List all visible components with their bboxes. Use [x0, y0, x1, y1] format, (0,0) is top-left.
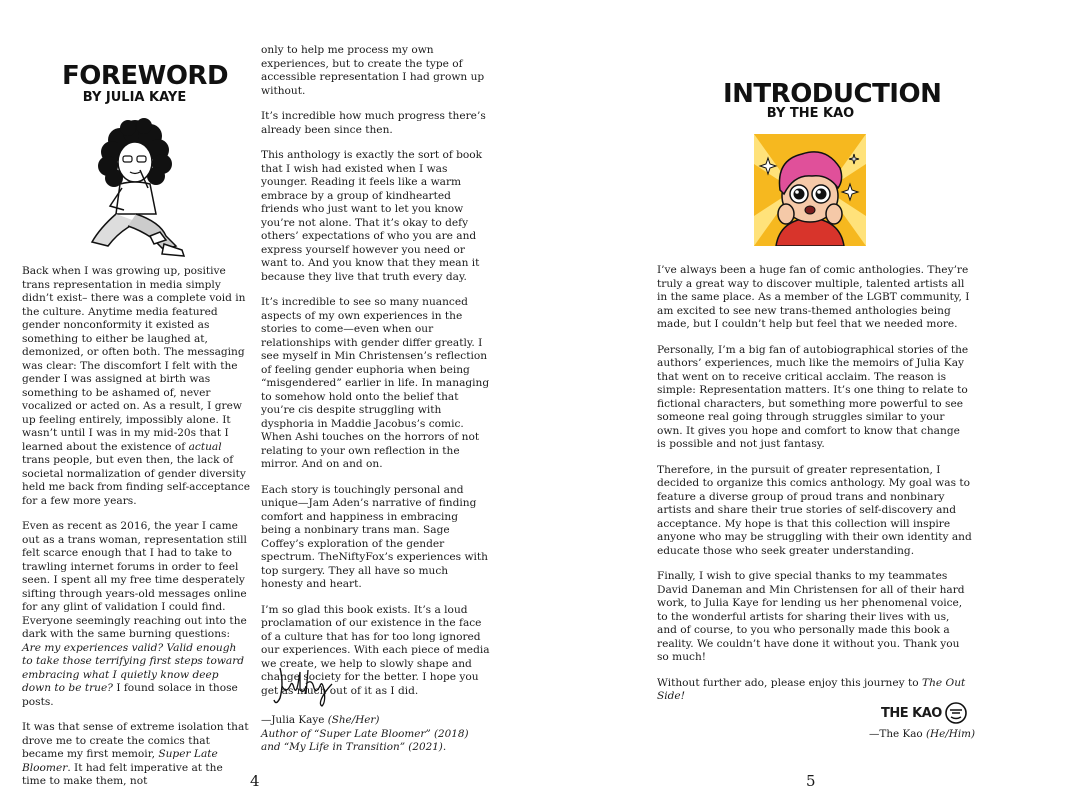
introduction-paragraph: Finally, I wish to give special thanks to my teammates David Daneman and Min Christensen for all of their hard work, to Julia Kaye for lending us her phenomenal voice, to the wonderful artists for sharing their lives with us, and of course, to you who personally made this book a reality. We couldn’t have done it without you. Thank you so much! [657, 570, 965, 663]
introduction-signature [869, 728, 989, 742]
foreword-signature [261, 714, 501, 755]
foreword-paragraph: It’s incredible how much progress there’s already been since then. [261, 110, 486, 136]
foreword-column-2 [261, 44, 491, 710]
introduction-paragraph: Personally, I’m a big fan of autobiographical stories of the authors’ experiences, much like the memoirs of Julia Kay that went on to receive critical acclaim. The reason is simple: Representation matters. It’s one thing to relate to fictional characters, but something more powerful to see someone real going through struggles similar to your own. It gives you hope and comfort to know that change is possible and not just fantasy. [657, 343, 969, 450]
foreword-paragraph: This anthology is exactly the sort of book that I wish had existed when I was younger. Reading it feels like a warm embrace by a group of kindhearted friends who just want to let you know you’re not alone. That it’s okay to defy others’ expectations of who you are and express yourself however you need or want to. And you know that they mean it because they live that truth every day. [261, 149, 483, 283]
right-page [533, 0, 1066, 800]
foreword-byline: BY JULIA KAYE [82, 90, 187, 105]
foreword-paragraph: only to help me process my own experiences, but to create the type of accessible representation I had grown up without. [261, 44, 485, 97]
foreword-column-1 [22, 265, 250, 801]
foreword-paragraph: I’m so glad this book exists. It’s a loud proclamation of our existence in the face of a culture that has for too long ignored our experiences. With each piece of media we create, we help to slowly shape and change society for the better. I hope you get as much out of it as I did. [261, 603, 490, 697]
kao-badge-icon [944, 702, 968, 724]
introduction-byline: BY THE KAO [766, 106, 855, 121]
foreword-paragraph: It’s incredible to see so many nuanced aspects of my own experiences in the stories to come—even when our relationships with gender differ greatly. I see myself in Min Christensen’s reflection of feeling gender euphoria when being “misgendered” earlier in life. In managing to somehow hold onto the belief that you’re cis despite struggling with dysphoria in Maddie Jacobus’s comic. When Ashi touches on the horrors of not relating to your own reflection in the mirror. And on and on. [261, 296, 490, 470]
signature-credit: and “My Life in Transition” (2021). [261, 741, 447, 753]
signature-pronouns: (She/Her) [327, 714, 380, 726]
foreword-paragraph: Even as recent as 2016, the year I came out as a trans woman, representation still felt scarce enough that I had to take to trawling internet forums in order to feel seen. I spent all my free time desperately sifting through years-old messages online for any glint of validation I could find. Everyone seemingly reaching out into the dark with the same burning questions: Are my experiences valid? Valid enough to take those terrifying first steps toward embracing what I quietly know deep down to be true? I found solace in those posts. [22, 520, 247, 708]
signature-pronouns: (He/Him) [926, 728, 976, 740]
foreword-paragraph: Back when I was growing up, positive trans representation in media simply didn’t exist– there was a complete void in the culture. Anytime media featured gender nonconformity it existed as something to either be laughed at, demonized, or often both. The messaging was clear: The discomfort I felt with the gender I was assigned at birth was something to be ashamed of, never vocalized or acted on. As a result, I grew up feeling entirely, impossibly alone. It wasn’t until I was in my mid-20s that I learned about the existence of actual trans people, but even then, the lack of societal normalization of gender diversity held me back from finding self-acceptance for a few more years. [22, 265, 250, 507]
introduction-title: INTRODUCTION [723, 79, 942, 109]
introduction-body [657, 264, 972, 716]
julia-kaye-signature [272, 664, 334, 708]
the-kao-avatar [754, 134, 866, 246]
the-kao-logo [881, 702, 971, 724]
introduction-paragraph: I’ve always been a huge fan of comic anthologies. They’re truly a great way to discover multiple, talented artists all in the same place. As a member of the LGBT community, I am excited to see new trans-themed anthologies being made, but I couldn’t help but feel that we needed more. [657, 264, 970, 330]
foreword-paragraph: Each story is touchingly personal and unique—Jam Aden’s narrative of finding comfort and happiness in embracing being a nonbinary trans man. Sage Coffey’s exploration of the gender spectrum. TheNiftyFox’s experiences with top surgery. They all have so much honesty and heart. [261, 483, 488, 590]
signature-name: —Julia Kaye [261, 714, 325, 726]
signature-credit: Author of “Super Late Bloomer” (2018) [261, 727, 469, 740]
left-page [0, 0, 533, 800]
signature-name: —The Kao [869, 728, 923, 740]
foreword-paragraph: It was that sense of extreme isolation that drove me to create the comics that became my first memoir, Super Late Bloomer. It had felt imperative at the time to make them, not [22, 721, 249, 787]
introduction-paragraph: Without further ado, please enjoy this journey to The Out Side! [657, 676, 966, 702]
introduction-paragraph: Therefore, in the pursuit of greater representation, I decided to organize this comics anthology. My goal was to feature a diverse group of proud trans and nonbinary artists and share their true stories of self-discovery and acceptance. My hope is that this collection will inspire anyone who may be struggling with their own identity and educate those who seek greater understanding. [657, 463, 972, 557]
page-number: 5 [806, 772, 816, 790]
foreword-title: FOREWORD [62, 61, 229, 91]
logo-text: THE KAO [881, 706, 942, 721]
julia-kaye-illustration [80, 118, 190, 260]
page-number: 4 [250, 772, 260, 790]
